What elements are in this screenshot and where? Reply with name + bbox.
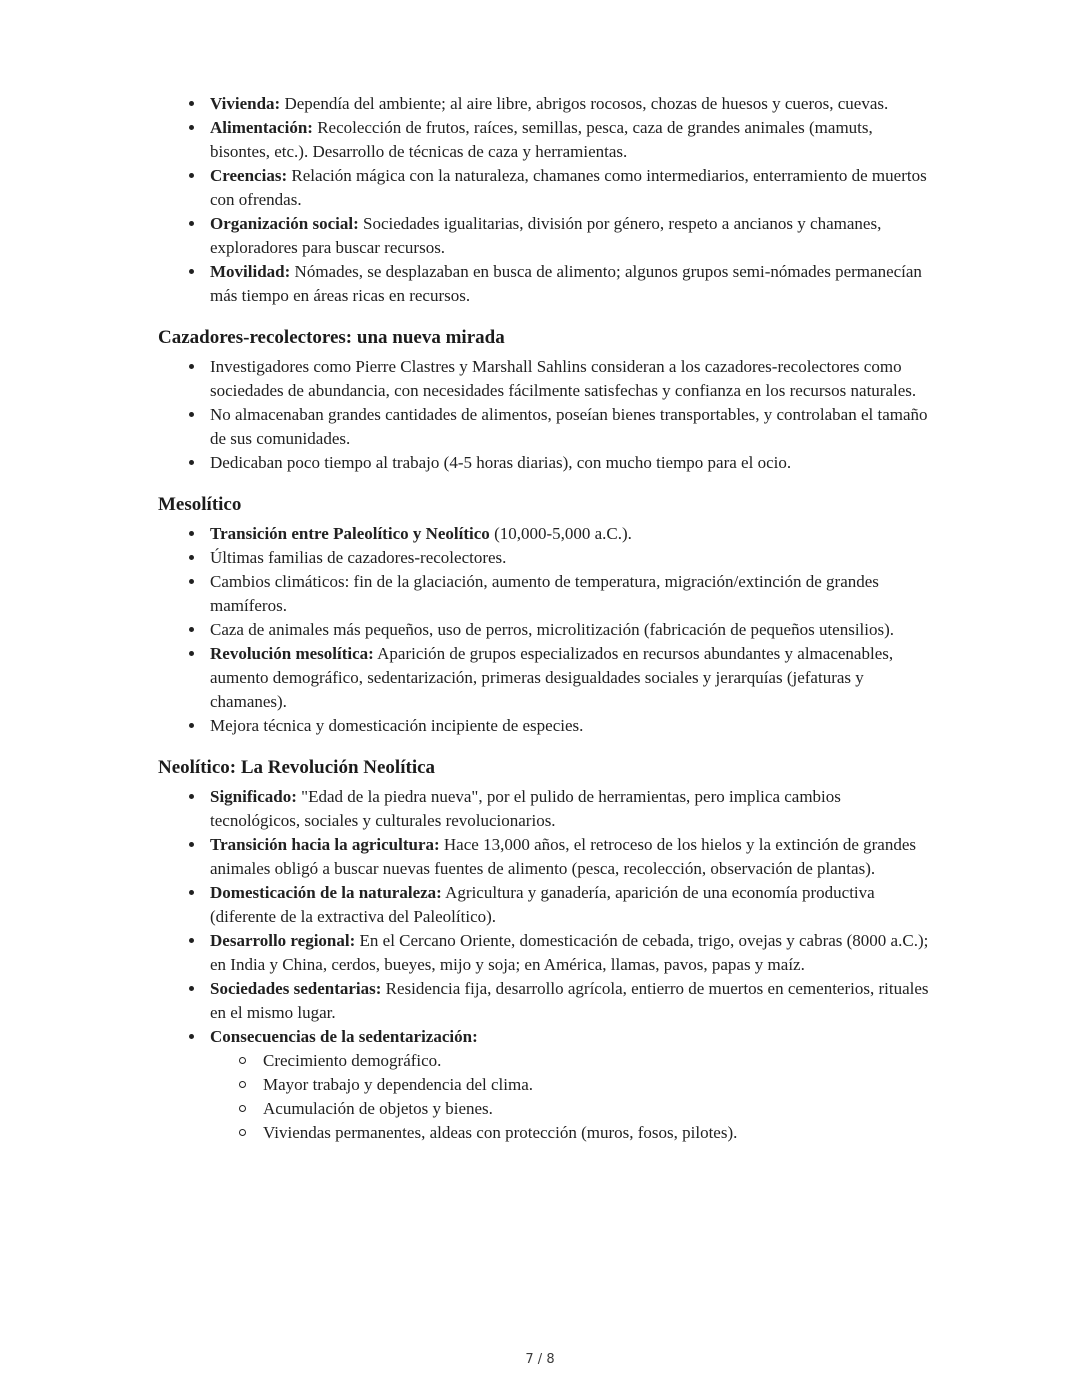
circle-bullet-icon xyxy=(239,1129,246,1136)
bullet-icon xyxy=(189,890,194,895)
document-section xyxy=(158,491,930,738)
item-label: Consecuencias de la sedentarización: xyxy=(210,1027,478,1046)
list-item xyxy=(158,642,930,714)
item-label: Alimentación: xyxy=(210,118,313,137)
item-text: Residencia fija, desarrollo agrícola, entierro de muertos en cementerios, rituales en el mismo lugar. xyxy=(210,979,929,1022)
bullet-icon xyxy=(189,412,194,417)
bullet-list xyxy=(158,785,930,1145)
document-section xyxy=(158,754,930,1145)
circle-bullet-icon xyxy=(239,1105,246,1112)
bullet-icon xyxy=(189,651,194,656)
list-item xyxy=(158,833,930,881)
section-heading: Cazadores-recolectores: una nueva mirada xyxy=(158,327,505,348)
sub-item-text: Mayor trabajo y dependencia del clima. xyxy=(263,1075,533,1094)
bullet-icon xyxy=(189,938,194,943)
list-item xyxy=(158,929,930,977)
bullet-icon xyxy=(189,125,194,130)
item-label: Vivienda: xyxy=(210,94,281,113)
bullet-list xyxy=(158,522,930,738)
sub-bullet-list xyxy=(210,1049,930,1145)
item-text: Hace 13,000 años, el retroceso de los hielos y la extinción de grandes animales obligó a buscar nuevas fuentes de alimento (pesca, recolección, observación de plantas). xyxy=(210,835,916,878)
list-item xyxy=(158,570,930,618)
bullet-icon xyxy=(189,101,194,106)
item-text: No almacenaban grandes cantidades de alimentos, poseían bienes transportables, y controlaban el tamaño de sus comunidades. xyxy=(210,405,928,448)
item-label: Revolución mesolítica: xyxy=(210,644,374,663)
list-item xyxy=(158,451,930,475)
item-text: Relación mágica con la naturaleza, chamanes como intermediarios, enterramiento de muertos con ofrendas. xyxy=(210,166,927,209)
document-section xyxy=(158,324,930,475)
list-item xyxy=(158,522,930,546)
bullet-icon xyxy=(189,460,194,465)
item-label: Desarrollo regional: xyxy=(210,931,356,950)
item-text: Caza de animales más pequeños, uso de perros, microlitización (fabricación de pequeños utensilios). xyxy=(210,620,895,639)
item-label: Significado: xyxy=(210,787,297,806)
sub-list-item xyxy=(210,1121,930,1145)
list-item xyxy=(158,116,930,164)
list-item xyxy=(158,212,930,260)
bullet-icon xyxy=(189,364,194,369)
item-text: Investigadores como Pierre Clastres y Marshall Sahlins consideran a los cazadores-recolectores como sociedades de abundancia, con necesidades fácilmente satisfechas y confianza en los recursos naturales. xyxy=(210,357,917,400)
sub-list-item xyxy=(210,1097,930,1121)
item-text: Aparición de grupos especializados en recursos abundantes y almacenables, aumento demográfico, sedentarización, primeras desigualdades sociales y jerarquías (jefaturas y chamanes). xyxy=(210,644,894,711)
bullet-icon xyxy=(189,794,194,799)
sub-item-text: Crecimiento demográfico. xyxy=(263,1051,442,1070)
list-item xyxy=(158,92,930,116)
page-footer xyxy=(0,1352,1080,1367)
list-item xyxy=(158,785,930,833)
bullet-icon xyxy=(189,221,194,226)
section-heading: Mesolítico xyxy=(158,494,242,515)
item-text: Recolección de frutos, raíces, semillas, pesca, caza de grandes animales (mamuts, bisontes, etc.). Desarrollo de técnicas de caza y herramientas. xyxy=(210,118,873,161)
item-label: Organización social: xyxy=(210,214,359,233)
circle-bullet-icon xyxy=(239,1057,246,1064)
list-item xyxy=(158,164,930,212)
sub-list-item xyxy=(210,1073,930,1097)
bullet-icon xyxy=(189,579,194,584)
bullet-icon xyxy=(189,986,194,991)
sub-list-item xyxy=(210,1049,930,1073)
list-item xyxy=(158,546,930,570)
bullet-icon xyxy=(189,627,194,632)
item-text: En el Cercano Oriente, domesticación de cebada, trigo, ovejas y cabras (8000 a.C.); en India y China, cerdos, bueyes, mijo y soja; en América, llamas, pavos, papas y maíz. xyxy=(210,931,929,974)
bullet-icon xyxy=(189,269,194,274)
sub-item-text: Acumulación de objetos y bienes. xyxy=(263,1099,493,1118)
list-item xyxy=(158,714,930,738)
list-item xyxy=(158,1025,930,1145)
circle-bullet-icon xyxy=(239,1081,246,1088)
item-label: Creencias: xyxy=(210,166,288,185)
page-number: 7 / 8 xyxy=(525,1352,555,1367)
item-text: Mejora técnica y domesticación incipiente de especies. xyxy=(210,716,584,735)
list-item xyxy=(158,260,930,308)
bullet-list xyxy=(158,355,930,475)
item-text: Nómades, se desplazaban en busca de alimento; algunos grupos semi-nómades permanecían más tiempo en áreas ricas en recursos. xyxy=(210,262,922,305)
item-text: Dedicaban poco tiempo al trabajo (4-5 horas diarias), con mucho tiempo para el ocio. xyxy=(210,453,792,472)
bullet-icon xyxy=(189,555,194,560)
list-item xyxy=(158,355,930,403)
sub-item-text: Viviendas permanentes, aldeas con protección (muros, fosos, pilotes). xyxy=(263,1123,738,1142)
bullet-icon xyxy=(189,842,194,847)
list-item xyxy=(158,618,930,642)
document-body xyxy=(158,92,930,1145)
bullet-icon xyxy=(189,173,194,178)
bullet-icon xyxy=(189,1034,194,1039)
document-section xyxy=(158,92,930,308)
item-label: Movilidad: xyxy=(210,262,291,281)
item-label: Sociedades sedentarias: xyxy=(210,979,382,998)
list-item xyxy=(158,403,930,451)
item-label: Transición hacia la agricultura: xyxy=(210,835,440,854)
item-text: Dependía del ambiente; al aire libre, abrigos rocosos, chozas de huesos y cueros, cuevas. xyxy=(280,94,889,113)
bullet-icon xyxy=(189,723,194,728)
item-text: Agricultura y ganadería, aparición de una economía productiva (diferente de la extractiva del Paleolítico). xyxy=(210,883,875,926)
item-label: Domesticación de la naturaleza: xyxy=(210,883,442,902)
list-item xyxy=(158,881,930,929)
item-text: Últimas familias de cazadores-recolectores. xyxy=(210,548,507,567)
section-heading: Neolítico: La Revolución Neolítica xyxy=(158,757,436,778)
bullet-list xyxy=(158,92,930,308)
item-text: Sociedades igualitarias, división por género, respeto a ancianos y chamanes, exploradores para buscar recursos. xyxy=(210,214,882,257)
item-text: (10,000-5,000 a.C.). xyxy=(489,524,632,543)
item-text: "Edad de la piedra nueva", por el pulido de herramientas, pero implica cambios tecnológicos, sociales y culturales revolucionarios. xyxy=(210,787,841,830)
item-text: Cambios climáticos: fin de la glaciación, aumento de temperatura, migración/extinción de grandes mamíferos. xyxy=(210,572,879,615)
item-label: Transición entre Paleolítico y Neolítico xyxy=(210,524,490,543)
list-item xyxy=(158,977,930,1025)
bullet-icon xyxy=(189,531,194,536)
